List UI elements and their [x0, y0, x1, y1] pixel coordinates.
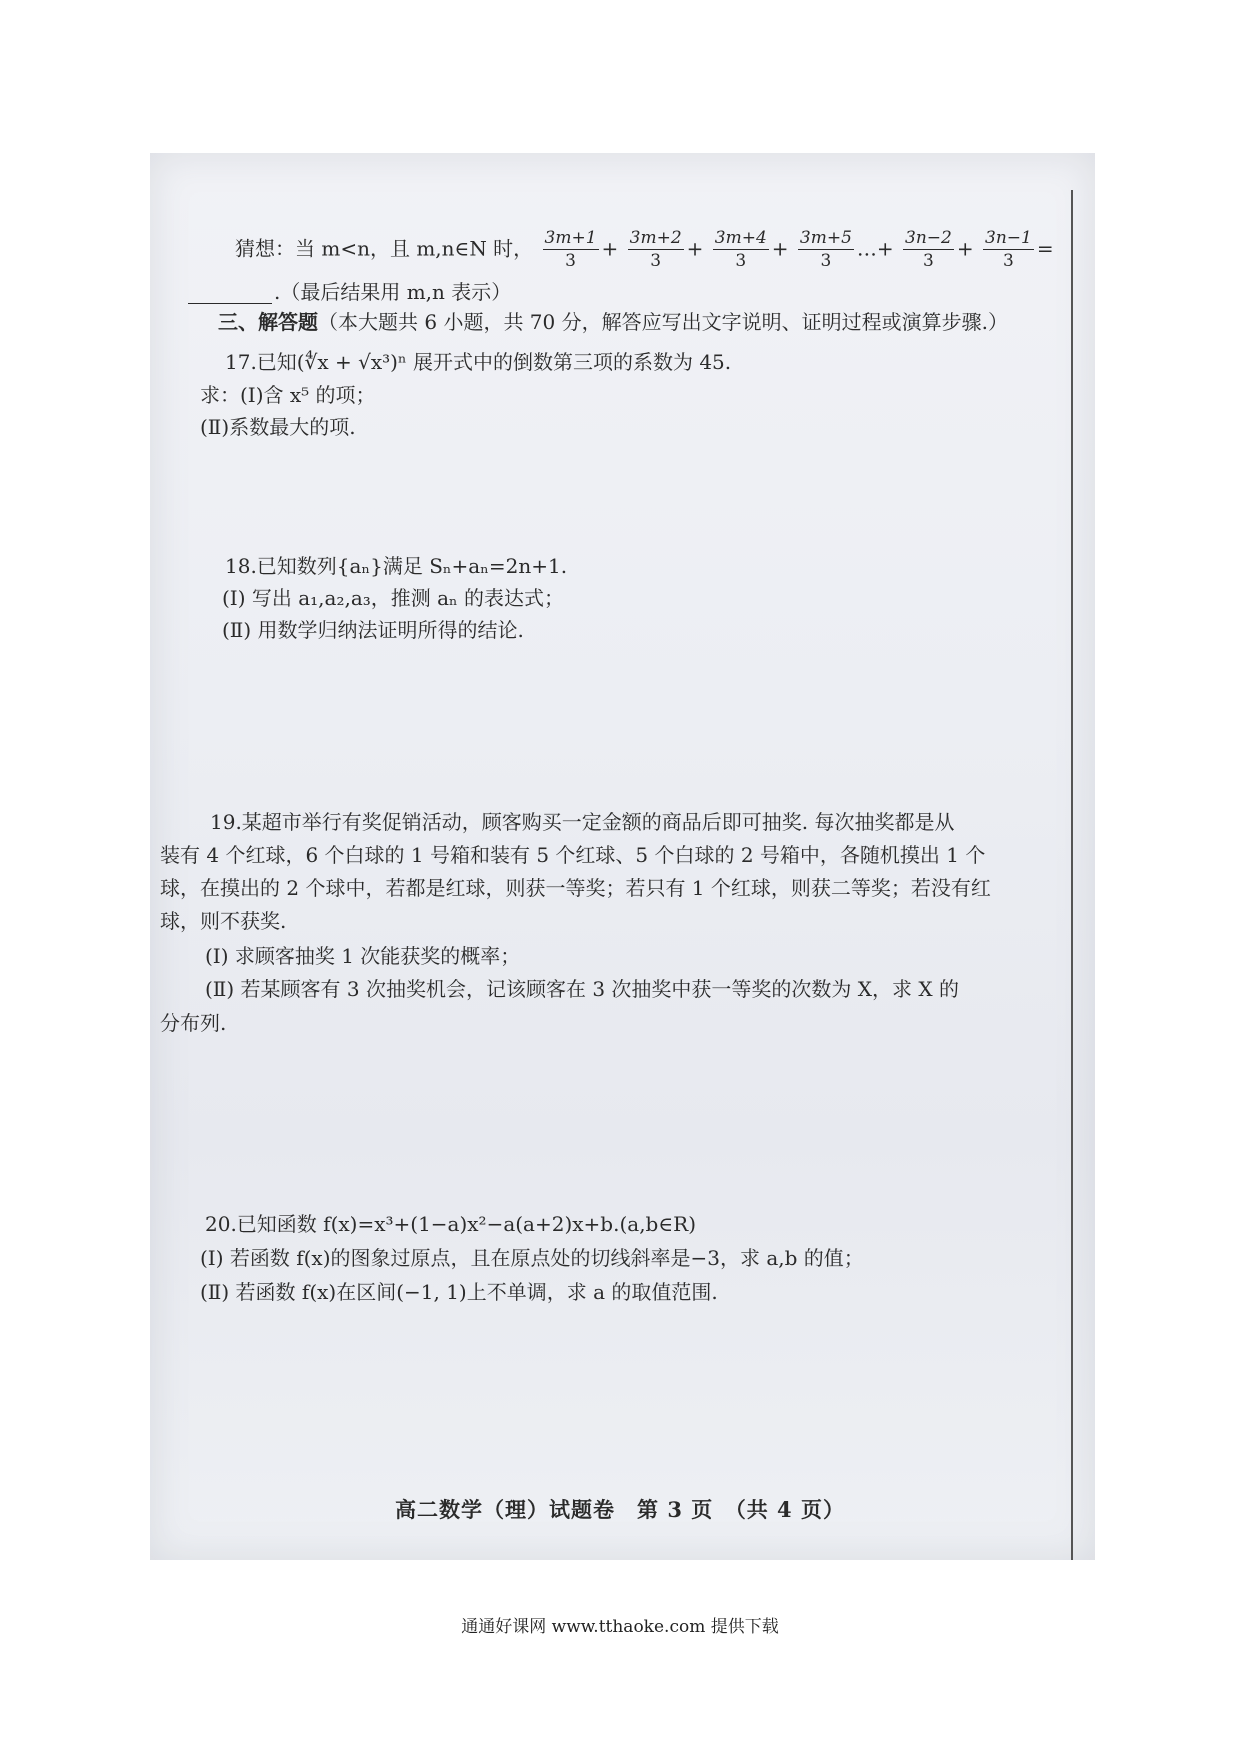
section3-title: 三、解答题 — [218, 310, 318, 334]
q16-conjecture-line — [235, 228, 1054, 272]
download-credit: 通通好课网 www.tthaoke.com 提供下载 — [461, 1617, 779, 1637]
q16-frac-6: $\frac{3n-1}{3}$ — [985, 228, 1032, 272]
q17-part1: 求：(Ⅰ)含 x⁵ 的项； — [200, 383, 376, 407]
q19-line1: 19.某超市举行有奖促销活动，顾客购买一定金额的商品后即可抽奖. 每次抽奖都是从 — [210, 810, 955, 834]
page-footer: 高二数学（理）试题卷 第 3 页 （共 4 页） — [395, 1497, 845, 1522]
q16-op-1: + — [601, 236, 619, 261]
q20-part2: (Ⅱ) 若函数 f(x)在区间(−1, 1)上不单调，求 a 的取值范围. — [200, 1280, 718, 1304]
q18-stem: 18.已知数列{aₙ}满足 Sₙ+aₙ=2n+1. — [225, 554, 568, 578]
q16-op-5: + — [956, 236, 974, 261]
q16-note: .（最后结果用 m,n 表示） — [274, 280, 512, 304]
q19-line4: 球，则不获奖. — [160, 909, 287, 933]
q16-prefix: 猜想：当 m<n，且 m,n∈N 时， — [235, 236, 534, 261]
q16-op-2: + — [686, 236, 704, 261]
q18-part2: (Ⅱ) 用数学归纳法证明所得的结论. — [222, 618, 524, 642]
section3-desc: （本大题共 6 小题，共 70 分，解答应写出文字说明、证明过程或演算步骤.） — [318, 310, 1008, 334]
q19-part1: (Ⅰ) 求顾客抽奖 1 次能获奖的概率； — [205, 944, 521, 968]
q17-stem: 17.已知(∜x + √x³)ⁿ 展开式中的倒数第三项的系数为 45. — [225, 350, 732, 374]
q19-line3: 球，在摸出的 2 个球中，若都是红球，则获一等奖；若只有 1 个红球，则获二等奖；若没有红 — [160, 876, 991, 900]
q19-part2a: (Ⅱ) 若某顾客有 3 次抽奖机会，记该顾客在 3 次抽奖中获一等奖的次数为 X，求 X 的 — [205, 977, 959, 1001]
q16-frac-1: $\frac{3m+1}{3}$ — [544, 228, 597, 272]
q20-stem: 20.已知函数 f(x)=x³+(1−a)x²−a(a+2)x+b.(a,b∈R) — [205, 1212, 697, 1236]
q16-op-4: …+ — [856, 236, 894, 261]
q18-part1: (Ⅰ) 写出 a₁,a₂,a₃，推测 aₙ 的表达式； — [222, 586, 565, 610]
q16-answer-line — [188, 280, 511, 304]
q16-answer-blank[interactable] — [188, 285, 272, 304]
q20-part1: (Ⅰ) 若函数 f(x)的图象过原点，且在原点处的切线斜率是−3，求 a,b 的值； — [200, 1246, 864, 1270]
q16-op-3: + — [771, 236, 789, 261]
q16-frac-3: $\frac{3m+4}{3}$ — [714, 228, 767, 272]
q16-frac-5: $\frac{3n-2}{3}$ — [905, 228, 952, 272]
margin-rule — [1071, 190, 1073, 1560]
section3-heading — [218, 310, 1008, 334]
q19-line2: 装有 4 个红球，6 个白球的 1 号箱和装有 5 个红球、5 个白球的 2 号箱中，各随机摸出 1 个 — [160, 843, 986, 867]
q16-frac-4: $\frac{3m+5}{3}$ — [799, 228, 852, 272]
q16-frac-2: $\frac{3m+2}{3}$ — [629, 228, 682, 272]
q17-part2: (Ⅱ)系数最大的项. — [200, 415, 356, 439]
q16-op-6: = — [1036, 236, 1054, 261]
q19-part2b: 分布列. — [160, 1011, 227, 1035]
